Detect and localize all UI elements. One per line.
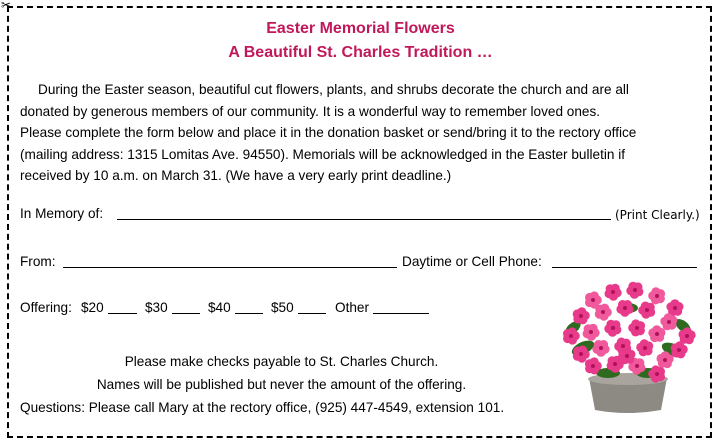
blossom <box>648 325 665 342</box>
offering-option-30: $30 <box>145 300 168 315</box>
intro-paragraph <box>20 79 706 187</box>
intro-line: (mailing address: 1315 Lomitas Ave. 94550). Memorials will be acknowledged in the Easter bulletin if <box>20 146 625 162</box>
in-memory-field[interactable] <box>117 219 611 220</box>
offering-option-40: $40 <box>208 300 231 315</box>
blossom <box>595 304 612 321</box>
offering-blank-50[interactable] <box>298 313 326 314</box>
blossoms <box>563 282 696 383</box>
offering-blank-40[interactable] <box>235 313 263 314</box>
offering-blank-30[interactable] <box>172 313 200 314</box>
blossom <box>616 300 633 317</box>
blossom <box>583 324 600 341</box>
blossom <box>604 320 621 337</box>
from-label: From: <box>20 254 56 269</box>
questions-text: Questions: Please call Mary at the rectory office, (925) 447-4549, extension 101. <box>20 400 505 415</box>
blossom <box>573 307 590 324</box>
card-title: Easter Memorial Flowers <box>266 20 455 37</box>
blossom <box>660 313 677 330</box>
checks-payable-text: Please make checks payable to St. Charles Church. <box>124 354 439 369</box>
in-memory-label: In Memory of: <box>20 206 104 221</box>
from-field[interactable] <box>63 267 397 268</box>
phone-label: Daytime or Cell Phone: <box>402 254 542 269</box>
offering-other-label: Other <box>335 300 369 315</box>
blossom <box>626 282 643 299</box>
offering-option-50: $50 <box>271 300 294 315</box>
names-published-text: Names will be published but never the amount of the offering. <box>96 377 467 392</box>
blossom <box>648 287 665 304</box>
blossom <box>638 302 655 319</box>
intro-line: received by 10 a.m. on March 31. (We have a very early print deadline.) <box>20 168 452 183</box>
blossom <box>605 284 622 301</box>
print-clearly-hint: (Print Clearly.) <box>615 208 700 222</box>
intro-line: Please complete the form below and place it in the donation basket or send/bring it to the rectory office <box>20 125 637 140</box>
offering-other-field[interactable] <box>373 313 429 314</box>
intro-line: During the Easter season, beautiful cut flowers, plants, and shrubs decorate the church and are all <box>38 82 629 97</box>
offering-label: Offering: <box>20 300 72 315</box>
blossom <box>636 339 653 356</box>
card-subtitle: A Beautiful St. Charles Tradition … <box>228 44 493 61</box>
intro-line: donated by generous members of our community. It is a wonderful way to remember loved ones. <box>20 103 601 119</box>
offering-blank-20[interactable] <box>108 313 137 314</box>
azalea-flower-pot-image <box>553 278 703 418</box>
offering-option-20: $20 <box>81 300 104 315</box>
blossom <box>628 319 645 336</box>
blossom <box>592 340 609 357</box>
phone-field[interactable] <box>552 267 697 268</box>
scissors-icon: ✂ <box>1 0 12 12</box>
